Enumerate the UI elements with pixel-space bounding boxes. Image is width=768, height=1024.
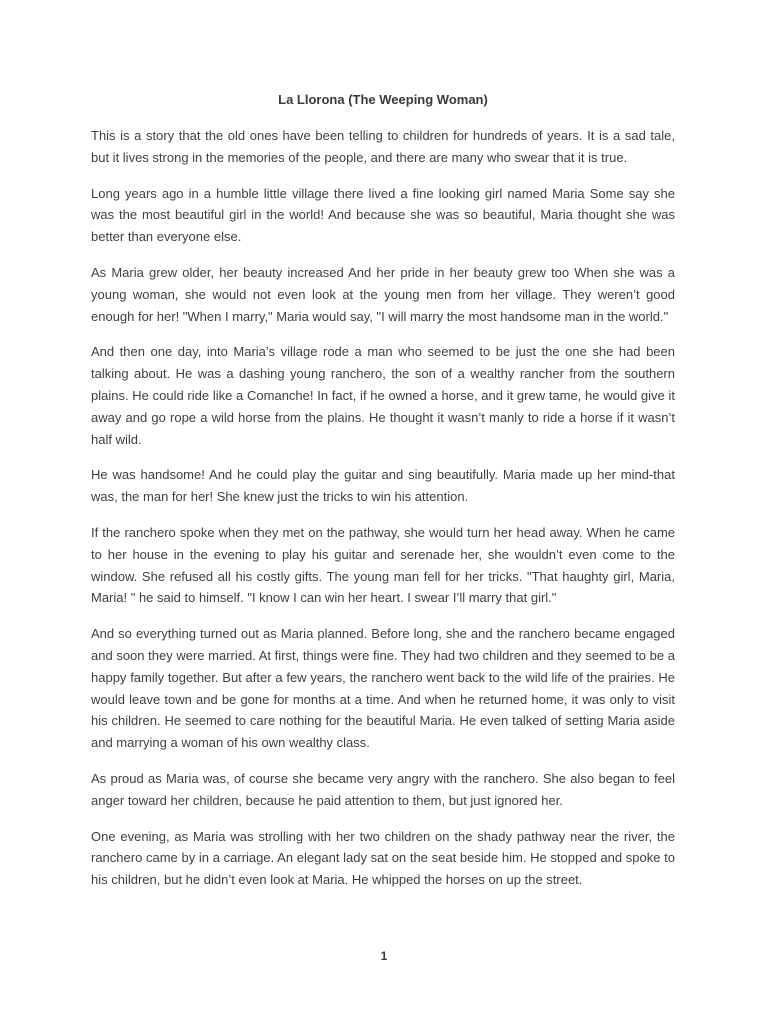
- page-number: 1: [380, 949, 388, 963]
- paragraph: As proud as Maria was, of course she became very angry with the ranchero. She also began to feel anger toward her children, because he paid attention to them, but just ignored her.: [91, 770, 675, 808]
- paragraph: And then one day, into Maria’s village rode a man who seemed to be just the one she had been talking about. He was a dashing young ranchero, the son of a wealthy rancher from the southern plains. He could ride like a Comanche! In fact, if he owned a horse, and it grew tame, he would give it away and go rope a wild horse from the plains. He thought it wasn’t manly to ride a horse if it wasn’t half wild.: [91, 344, 675, 447]
- paragraph: Long years ago in a humble little village there lived a fine looking girl named Maria Some say she was the most beautiful girl in the world! And because she was so beautiful, Maria thought she was better than everyone else.: [91, 185, 675, 245]
- paragraph: And so everything turned out as Maria planned. Before long, she and the ranchero became engaged and soon they were married. At first, things were fine. They had two children and they seemed to be a happy family together. But after a few years, the ranchero went back to the wild life of the prairies. He would leave town and be gone for months at a time. And when he returned home, it was only to visit his children. He seemed to care nothing for the beautiful Maria. He even talked of setting Maria aside and marrying a woman of his own wealthy class.: [91, 626, 675, 751]
- paragraph: If the ranchero spoke when they met on the pathway, she would turn her head away. When he came to her house in the evening to play his guitar and serenade her, she wouldn’t even come to the window. She refused all his costly gifts. The young man fell for her tricks. "That haughty girl, Maria, Maria! " he said to himself. "I know I can win her heart. I swear I’ll marry that girl.": [91, 524, 675, 606]
- paragraph: As Maria grew older, her beauty increased And her pride in her beauty grew too When she was a young woman, she would not even look at the young men from her village. They weren’t good enough for her! "When I marry," Maria would say, "I will marry the most handsome man in the world.": [91, 264, 675, 324]
- paragraph: One evening, as Maria was strolling with her two children on the shady pathway near the river, the ranchero came by in a carriage. An elegant lady sat on the seat beside him. He stopped and spoke to his children, but he didn’t even look at Maria. He whipped the horses on up the street.: [91, 828, 675, 888]
- paragraph: This is a story that the old ones have been telling to children for hundreds of years. It is a sad tale, but it lives strong in the memories of the people, and there are many who swear that it is true.: [91, 128, 675, 165]
- document-body: [91, 125, 675, 905]
- document-title: La Llorona (The Weeping Woman): [278, 92, 488, 107]
- paragraph: He was handsome! And he could play the guitar and sing beautifully. Maria made up her mind-that was, the man for her! She knew just the tricks to win his attention.: [91, 467, 675, 505]
